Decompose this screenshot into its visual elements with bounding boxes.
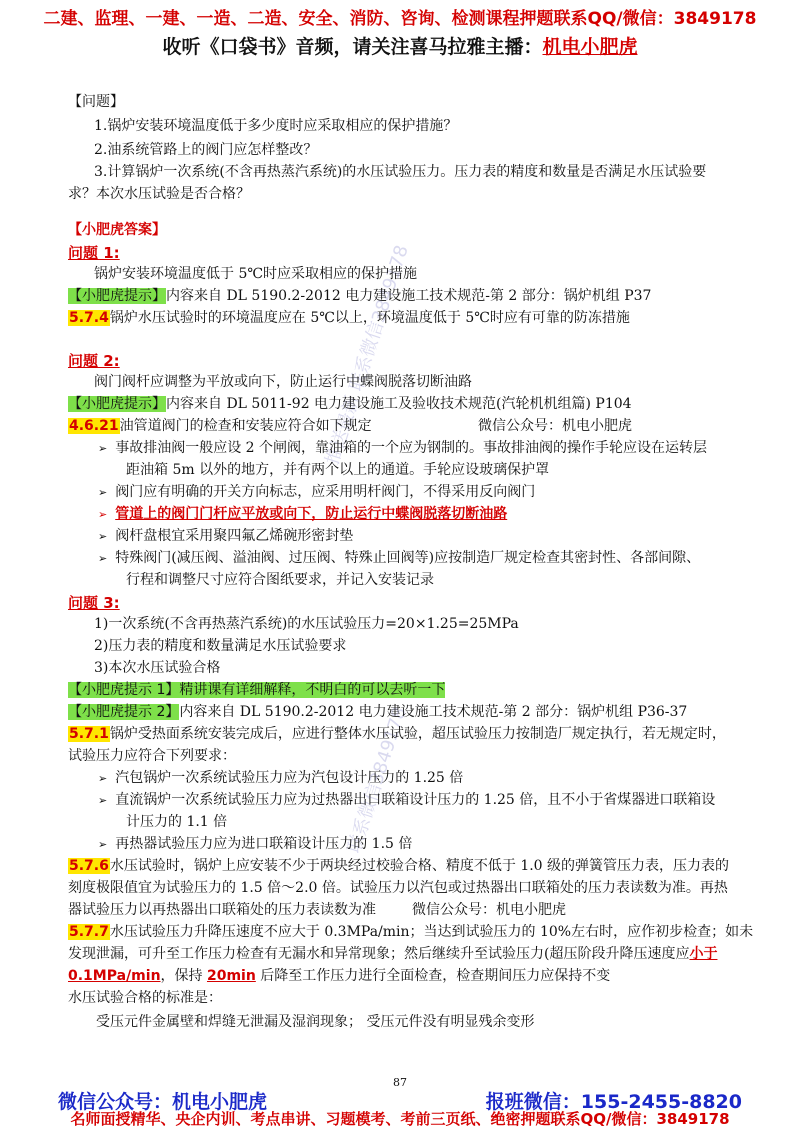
question-2: 2.油系统管路上的阀门应怎样整改？ [94, 142, 318, 158]
clause-4621-wechat: 微信公众号：机电小肥虎 [478, 418, 632, 434]
q3-answer-3: 3)本次水压试验合格 [94, 660, 221, 676]
q2-bullet-2-text: 阀门应有明确的开关方向标志，应采用明杆阀门，不得采用反向阀门 [115, 484, 536, 500]
promo-header: 二建、监理、一建、一造、二造、安全、消防、咨询、检测课程押题联系QQ/微信：3849178 [43, 9, 757, 29]
q2-bullet-4-text: 阀杆盘根宜采用聚四氟乙烯碗形密封垫 [115, 528, 354, 544]
q3-hint-2-label: 【小肥虎提示 2】 [68, 704, 180, 720]
clause-576-number: 5.7.6 [69, 858, 109, 874]
watermark-1: 推送最新 联系微信3849178 [321, 242, 413, 468]
q3-hint-1-text: 【小肥虎提示 1】精讲课有详细解释，不明白的可以去听一下 [68, 682, 446, 698]
q2-hint [68, 394, 632, 414]
clause-571-bullet-2-line1 [98, 790, 715, 811]
question-1: 1.锅炉安装环境温度低于多少度时应采取相应的保护措施？ [94, 118, 458, 134]
q2-bullet-5-line1 [98, 548, 700, 569]
q3-answer-2: 2)压力表的精度和数量满足水压试验要求 [94, 638, 347, 654]
q2-answer: 阀门阀杆应调整为平放或向下，防止运行中蝶阀脱落切断油路 [94, 374, 472, 390]
questions-title: 【问题】 [68, 94, 124, 110]
arrow-bullet-icon: ➢ [98, 486, 108, 499]
q2-bullet-1-line1 [98, 438, 707, 459]
clause-571-bullet-3-text: 再热器试验压力应为进口联箱设计压力的 1.5 倍 [115, 836, 413, 852]
test-standard-items: 受压元件金属壁和焊缝无泄漏及湿润现象； 受压元件没有明显残余变形 [96, 1014, 535, 1030]
clause-577-line3-mid: ，保持 [160, 968, 207, 984]
q1-heading: 问题 1: [68, 244, 120, 262]
arrow-bullet-icon: ➢ [98, 530, 108, 543]
footer-wechat-public: 微信公众号：机电小肥虎 [58, 1091, 268, 1113]
q3-hint-2 [68, 702, 687, 722]
question-3-line1: 3.计算锅炉一次系统(不含再热蒸汽系统)的水压试验压力。压力表的精度和数量是否满足水压试验要 [94, 164, 707, 180]
clause-577-duration: 20min [206, 968, 256, 984]
clause-577-line3 [68, 966, 610, 986]
footer-promo: 名师面授精华、央企内训、考点串讲、习题模考、考前三页纸、绝密押题联系QQ/微信：3849178 [70, 1110, 730, 1128]
clause-571-bullet-2-line2: 计压力的 1.1 倍 [126, 814, 228, 830]
q3-hint-2-text: 内容来自 DL 5190.2-2012 电力建设施工技术规范-第 2 部分：锅炉机组 P36-37 [179, 704, 688, 720]
clause-4621-text: 油管道阀门的检查和安装应符合如下规定 [119, 418, 372, 434]
answer-title: 【小肥虎答案】 [68, 222, 166, 238]
clause-4621 [68, 416, 372, 436]
clause-576-line3: 器试验压力以再热器出口联箱处的压力表读数为准 [68, 902, 376, 918]
clause-571-text: 锅炉受热面系统安装完成后，应进行整体水压试验，超压试验压力按制造厂规定执行，若无规定时， [109, 726, 726, 742]
clause-574-number: 5.7.4 [69, 310, 109, 326]
clause-571-bullet-1 [98, 768, 463, 789]
test-standard: 水压试验合格的标准是： [68, 990, 222, 1006]
q3-answer-1: 1)一次系统(不含再热蒸汽系统)的水压试验压力=20×1.25=25MPa [94, 616, 519, 632]
clause-577-line1 [68, 922, 753, 942]
q2-bullet-1-line2: 距油箱 5m 以外的地方，并有两个以上的通道。手轮应设玻璃保护罩 [126, 462, 550, 478]
q2-hint-label: 【小肥虎提示】 [68, 396, 166, 412]
clause-577-line2-text: 发现泄漏，可升至工作压力检查有无漏水和异常现象；然后继续升至试验压力(超压阶段升降压速度应 [68, 946, 690, 962]
clause-571-bullet-2-text: 直流锅炉一次系统试验压力应为过热器出口联箱设计压力的 1.25 倍，且不小于省煤器进口联箱设 [115, 792, 716, 808]
page-number: 87 [393, 1076, 407, 1089]
q1-hint-text: 内容来自 DL 5190.2-2012 电力建设施工技术规范-第 2 部分：锅炉机组 P37 [166, 288, 652, 304]
clause-574 [68, 308, 630, 328]
clause-571-bullet-3 [98, 834, 412, 855]
q3-hint-1 [68, 680, 445, 700]
clause-571-line2: 试验压力应符合下列要求： [68, 748, 236, 764]
q3-heading: 问题 3: [68, 594, 120, 612]
q2-bullet-2 [98, 482, 535, 503]
clause-576-line2: 刻度极限值宜为试验压力的 1.5 倍～2.0 倍。试验压力以汽包或过热器出口联箱处的压力表读数为准。再热 [68, 880, 728, 896]
q1-hint-label: 【小肥虎提示】 [68, 288, 166, 304]
arrow-bullet-icon: ➢ [98, 772, 108, 785]
clause-576-wechat: 微信公众号：机电小肥虎 [412, 902, 566, 918]
arrow-bullet-icon: ➢ [98, 838, 108, 851]
clause-577-text: 水压试验压力升降压速度不应大于 0.3MPa/min；当达到试验压力的 10%左右时，应作初步检查；如未 [109, 924, 754, 940]
q1-hint [68, 286, 651, 306]
q2-bullet-5-text: 特殊阀门(减压阀、溢油阀、过压阀、特殊止回阀等)应按制造厂规定检查其密封性、各部间隙、 [115, 550, 701, 566]
subtitle-prefix: 收听《口袋书》音频，请关注喜马拉雅主播： [162, 36, 543, 58]
clause-576-text: 水压试验时，锅炉上应安装不少于两块经过校验合格、精度不低于 1.0 级的弹簧管压力表，压力表的 [109, 858, 730, 874]
clause-577-line3-end: 后降至工作压力进行全面检查，检查期间压力应保持不变 [255, 968, 611, 984]
subtitle [0, 32, 800, 59]
q2-heading: 问题 2: [68, 352, 120, 370]
clause-577-rate: 0.1MPa/min [68, 968, 161, 984]
question-3-line2: 求？本次水压试验是否合格？ [68, 186, 250, 202]
q1-answer: 锅炉安装环境温度低于 5℃时应采取相应的保护措施 [94, 266, 418, 282]
subtitle-highlight: 机电小肥虎 [542, 36, 638, 58]
clause-574-text: 锅炉水压试验时的环境温度应在 5℃以上，环境温度低于 5℃时应有可靠的防冻措施 [109, 310, 630, 326]
footer-enroll: 报班微信：155-2455-8820 [485, 1091, 742, 1113]
q2-bullet-5-line2: 行程和调整尺寸应符合图纸要求，并记入安装记录 [126, 572, 434, 588]
clause-571-line1 [68, 724, 726, 744]
q2-bullet-3-text: 管道上的阀门门杆应平放或向下，防止运行中蝶阀脱落切断油路 [115, 506, 508, 522]
clause-576-line1 [68, 856, 729, 876]
clause-577-line2-red: 小于 [689, 946, 718, 962]
clause-577-line2 [68, 944, 717, 964]
arrow-bullet-icon: ➢ [98, 442, 108, 455]
watermark-2: 联系微信3849178 [343, 704, 411, 856]
arrow-bullet-icon: ➢ [98, 508, 108, 521]
clause-571-bullet-1-text: 汽包锅炉一次系统试验压力应为汽包设计压力的 1.25 倍 [115, 770, 464, 786]
clause-4621-number: 4.6.21 [69, 418, 119, 434]
q2-hint-text: 内容来自 DL 5011-92 电力建设施工及验收技术规范(汽轮机机组篇) P104 [166, 396, 632, 412]
clause-571-number: 5.7.1 [69, 726, 109, 742]
arrow-bullet-icon: ➢ [98, 552, 108, 565]
q2-bullet-3 [98, 504, 507, 525]
arrow-bullet-icon: ➢ [98, 794, 108, 807]
clause-577-number: 5.7.7 [69, 924, 109, 940]
q2-bullet-4 [98, 526, 353, 547]
q2-bullet-1-text: 事故排油阀一般应设 2 个闸阀，靠油箱的一个应为钢制的。事故排油阀的操作手轮应设在运转层 [115, 440, 708, 456]
